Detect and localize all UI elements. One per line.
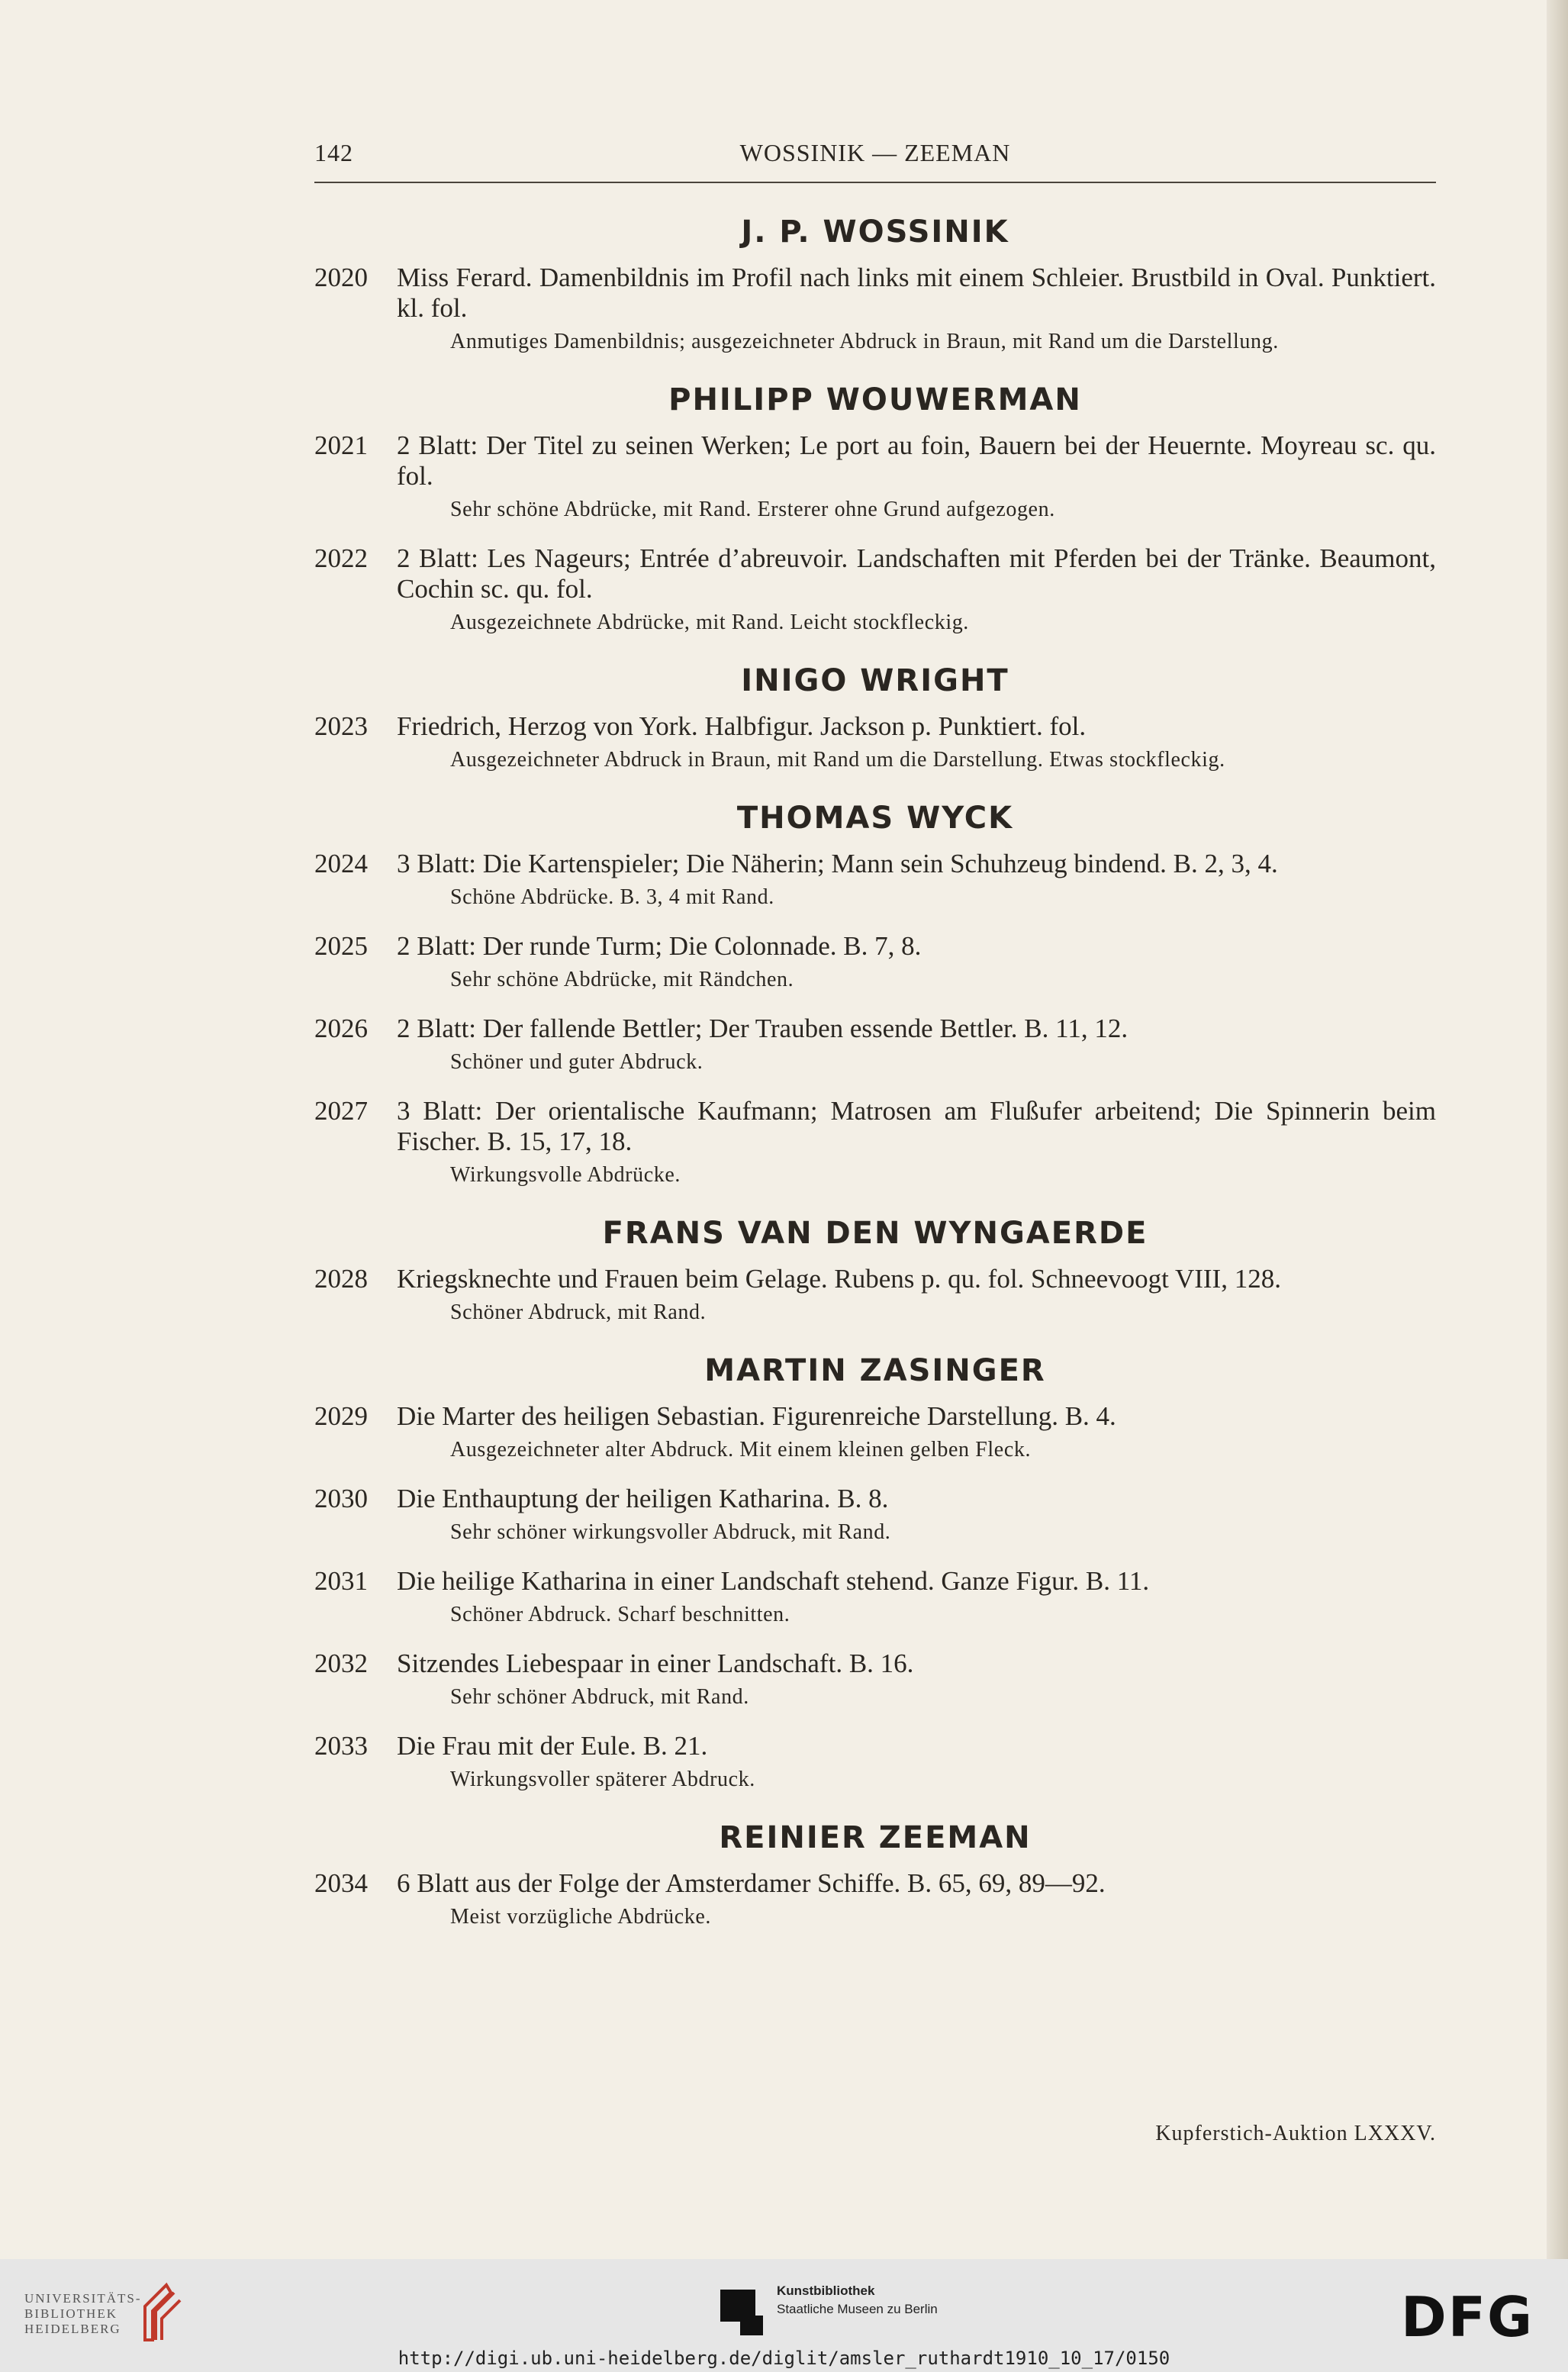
lot-number: 2032 [314, 1648, 368, 1678]
lot-description: Kriegsknechte und Frauen beim Gelage. Rubens p. qu. fol. Schneevoogt VIII, 128. [397, 1264, 1281, 1294]
lot-condition-note: Ausgezeichnete Abdrücke, mit Rand. Leicht stockfleckig. [450, 611, 969, 634]
lot-number: 2029 [314, 1401, 368, 1431]
header-rule [314, 182, 1436, 183]
lot-description: Friedrich, Herzog von York. Halbfigur. Jackson p. Punktiert. fol. [397, 711, 1087, 741]
lot-condition-note: Wirkungsvolle Abdrücke. [450, 1163, 681, 1187]
lot-number: 2021 [314, 430, 368, 460]
lot-description: Die heilige Katharina in einer Landschaft stehend. Ganze Figur. B. 11. [397, 1566, 1150, 1596]
lot-entry [314, 1566, 1436, 1629]
artist-section [314, 1215, 1436, 1326]
lot-condition-note: Anmutiges Damenbildnis; ausgezeichneter Abdruck in Braun, mit Rand um die Darstellung. [450, 330, 1279, 353]
lot-description: 2 Blatt: Les Nageurs; Entrée d’abreuvoir. Landschaften mit Pferden bei der Tränke. Beaumont, Cochin sc. qu. fol. [397, 543, 1436, 604]
lot-description: 2 Blatt: Der runde Turm; Die Colonnade. B. 7, 8. [397, 931, 922, 961]
lot-condition-note: Sehr schöne Abdrücke, mit Rändchen. [450, 968, 794, 991]
lot-condition-note: Sehr schöner wirkungsvoller Abdruck, mit Rand. [450, 1520, 891, 1544]
lot-condition-note: Sehr schöner Abdruck, mit Rand. [450, 1685, 749, 1709]
digitization-footer [0, 2259, 1568, 2372]
lot-entry [314, 543, 1436, 637]
lot-description: 6 Blatt aus der Folge der Amsterdamer Schiffe. B. 65, 69, 89—92. [397, 1868, 1106, 1898]
lot-entry [314, 1868, 1436, 1931]
lot-condition-note: Sehr schöne Abdrücke, mit Rand. Ersterer ohne Grund aufgezogen. [450, 498, 1055, 521]
lot-condition-note: Schöner und guter Abdruck. [450, 1050, 704, 1074]
lot-description: 2 Blatt: Der Titel zu seinen Werken; Le port au foin, Bauern bei der Heuernte. Moyreau sc. qu. fol. [397, 430, 1436, 491]
running-title: WOSSINIK — ZEEMAN [739, 139, 1011, 166]
lot-number: 2024 [314, 849, 368, 878]
lot-entry [314, 1648, 1436, 1711]
heidelberg-line: UNIVERSITÄTS- [24, 2291, 142, 2306]
lot-number: 2025 [314, 931, 368, 961]
lot-entry [314, 1096, 1436, 1189]
lot-entry [314, 931, 1436, 994]
heidelberg-line: BIBLIOTHEK [24, 2306, 118, 2321]
lot-description: Die Frau mit der Eule. B. 21. [397, 1731, 708, 1761]
kunstbibliothek-name: Kunstbibliothek [777, 2283, 875, 2298]
lot-number: 2033 [314, 1731, 368, 1761]
lot-entry [314, 849, 1436, 911]
permalink-url[interactable]: http://digi.ub.uni-heidelberg.de/diglit/amsler_ruthardt1910_10_17/0150 [398, 2348, 1170, 2369]
lot-description: 3 Blatt: Der orientalische Kaufmann; Matrosen am Flußufer arbeitend; Die Spinnerin beim Fischer. B. 15, 17, 18. [397, 1096, 1436, 1156]
lot-number: 2026 [314, 1014, 368, 1043]
kunstbibliothek-logo-icon [717, 2287, 766, 2340]
artist-heading: FRANS VAN DEN WYNGAERDE [602, 1216, 1148, 1251]
lot-entry [314, 263, 1436, 356]
lot-number: 2031 [314, 1566, 368, 1596]
artist-heading: INIGO WRIGHT [741, 663, 1009, 698]
page-number: 142 [314, 139, 353, 166]
artist-section [314, 1352, 1436, 1794]
kunstbibliothek-subtitle: Staatliche Museen zu Berlin [777, 2302, 938, 2316]
artist-heading: THOMAS WYCK [736, 801, 1014, 836]
lot-condition-note: Schöner Abdruck, mit Rand. [450, 1300, 707, 1324]
lot-description: Sitzendes Liebespaar in einer Landschaft. B. 16. [397, 1648, 914, 1678]
lot-condition-note: Ausgezeichneter alter Abdruck. Mit einem kleinen gelben Fleck. [450, 1438, 1032, 1462]
lot-entry [314, 711, 1436, 774]
artist-section [314, 382, 1436, 637]
lot-entry [314, 1484, 1436, 1546]
artist-heading: REINIER ZEEMAN [719, 1820, 1032, 1855]
lot-description: Die Marter des heiligen Sebastian. Figurenreiche Darstellung. B. 4. [397, 1401, 1116, 1431]
dfg-logo: DFG [1401, 2285, 1534, 2349]
lot-entry [314, 430, 1436, 524]
lot-number: 2034 [314, 1868, 368, 1898]
artist-section [314, 800, 1436, 1189]
heidelberg-line: HEIDELBERG [24, 2322, 121, 2336]
kunstbibliothek-text [777, 2282, 938, 2319]
artist-heading: PHILIPP WOUWERMAN [668, 382, 1082, 417]
lot-number: 2028 [314, 1264, 368, 1294]
lot-condition-note: Schöner Abdruck. Scharf beschnitten. [450, 1603, 790, 1626]
lot-condition-note: Schöne Abdrücke. B. 3, 4 mit Rand. [450, 885, 774, 909]
lot-description: 2 Blatt: Der fallende Bettler; Der Trauben essende Bettler. B. 11, 12. [397, 1014, 1129, 1043]
lot-number: 2022 [314, 543, 368, 573]
catalogue-content [314, 214, 1436, 1951]
lot-number: 2023 [314, 711, 368, 741]
artist-heading: MARTIN ZASINGER [704, 1353, 1046, 1388]
artist-section [314, 1819, 1436, 1931]
artist-heading: J. P. WOSSINIK [741, 214, 1009, 250]
lot-entry [314, 1014, 1436, 1076]
lot-number: 2020 [314, 263, 368, 292]
lot-entry [314, 1401, 1436, 1464]
artist-section [314, 214, 1436, 356]
page-edge-shadow [1547, 0, 1568, 2259]
lot-condition-note: Meist vorzügliche Abdrücke. [450, 1905, 712, 1929]
imprint-line: Kupferstich-Auktion LXXXV. [1155, 2122, 1436, 2145]
heidelberg-library-name [24, 2291, 142, 2337]
lot-condition-note: Ausgezeichneter Abdruck in Braun, mit Rand um die Darstellung. Etwas stockfleckig. [450, 748, 1225, 772]
lot-description: Die Enthauptung der heiligen Katharina. B. 8. [397, 1484, 889, 1513]
artist-section [314, 662, 1436, 774]
heidelberg-logo-icon [136, 2280, 189, 2345]
page-header [314, 134, 1436, 171]
lot-number: 2030 [314, 1484, 368, 1513]
lot-number: 2027 [314, 1096, 368, 1126]
lot-condition-note: Wirkungsvoller späterer Abdruck. [450, 1768, 755, 1791]
lot-description: Miss Ferard. Damenbildnis im Profil nach links mit einem Schleier. Brustbild in Oval. Punktiert. kl. fol. [397, 263, 1436, 323]
lot-entry [314, 1731, 1436, 1794]
lot-description: 3 Blatt: Die Kartenspieler; Die Näherin; Mann sein Schuhzeug bindend. B. 2, 3, 4. [397, 849, 1278, 878]
lot-entry [314, 1264, 1436, 1326]
